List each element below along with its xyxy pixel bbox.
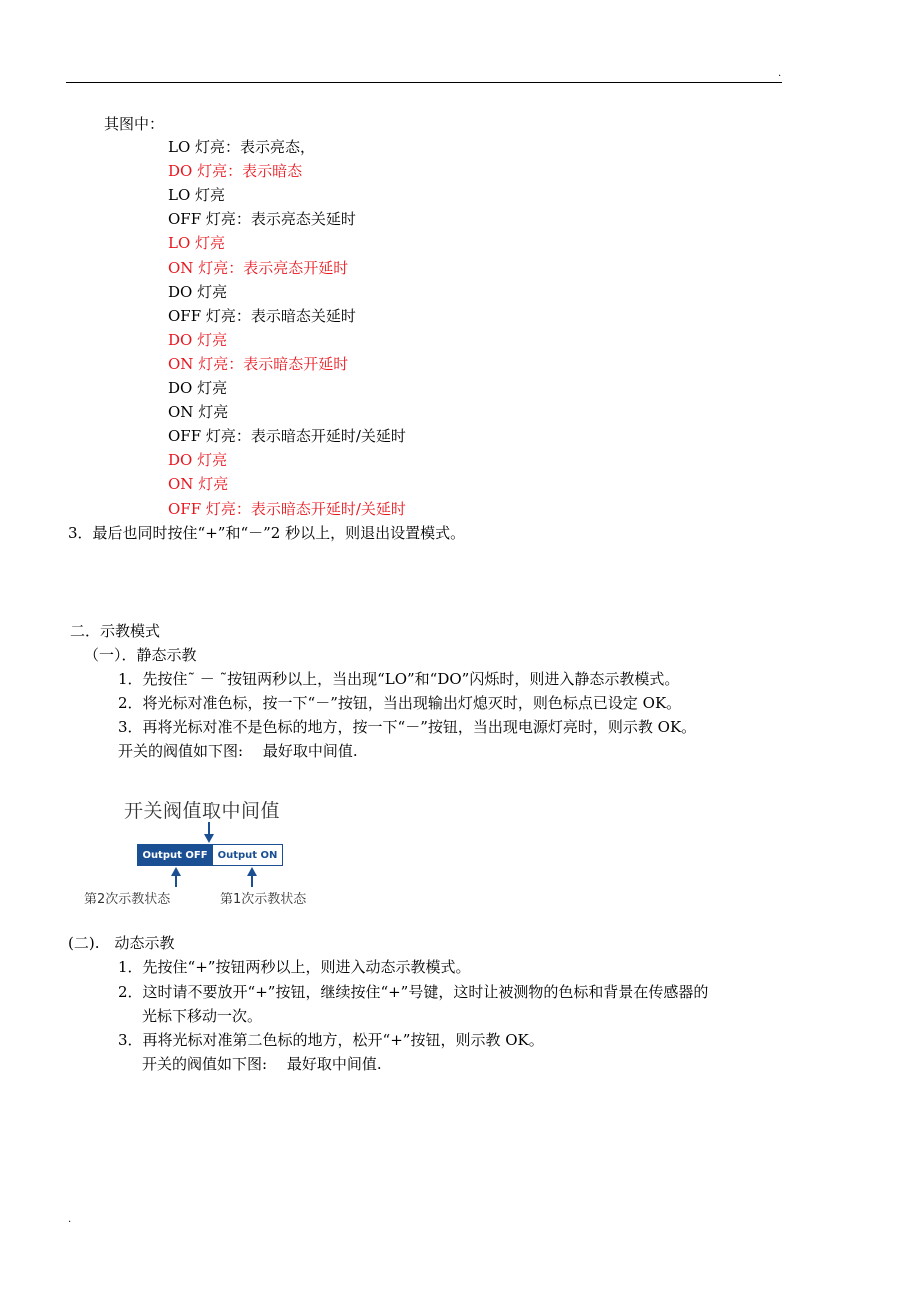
threshold-figure bbox=[80, 792, 340, 914]
static-step-3: 3．再将光标对准不是色标的地方，按一下“－”按钮，当出现电源灯亮时，则示教 OK。 bbox=[118, 718, 697, 736]
static-threshold-note: 开关的阀值如下图: 最好取中间值. bbox=[118, 742, 358, 760]
output-on-segment: Output ON bbox=[212, 845, 282, 865]
second-arrow-icon bbox=[170, 867, 182, 887]
figure-title: 开关阀值取中间值 bbox=[124, 800, 281, 822]
intro-text: 其图中： bbox=[104, 115, 165, 133]
legend-item: DO 灯亮：表示暗态 bbox=[168, 162, 303, 181]
dynamic-heading: (二). 动态示教 bbox=[68, 934, 175, 952]
dynamic-step-2-cont: 光标下移动一次。 bbox=[142, 1007, 263, 1025]
legend-item: ON 灯亮：表示暗态开延时 bbox=[168, 354, 349, 373]
legend-item: DO 灯亮 bbox=[168, 451, 228, 470]
legend-item: DO 灯亮 bbox=[168, 330, 228, 349]
dynamic-threshold-note: 开关的阀值如下图: 最好取中间值. bbox=[142, 1055, 382, 1073]
legend-item: OFF 灯亮：表示暗态开延时/关延时 bbox=[168, 427, 406, 446]
top-arrow-icon bbox=[203, 822, 215, 844]
legend-item: ON 灯亮 bbox=[168, 403, 229, 422]
section2-heading: 二．示教模式 bbox=[70, 622, 161, 640]
legend-item: LO 灯亮 bbox=[168, 186, 226, 205]
dynamic-step-2: 2．这时请不要放开“+”按钮，继续按住“+”号键，这时让被测物的色标和背景在传感器的 bbox=[118, 983, 709, 1001]
step3-text: 3．最后也同时按住“+”和“－”2 秒以上，则退出设置模式。 bbox=[68, 524, 466, 542]
static-step-1: 1．先按住˜ － ˜按钮两秒以上，当出现“LO”和“DO”闪烁时，则进入静态示教模式。 bbox=[118, 670, 680, 688]
legend-item: OFF 灯亮：表示暗态开延时/关延时 bbox=[168, 499, 406, 518]
legend-item: ON 灯亮 bbox=[168, 475, 229, 494]
header-rule bbox=[66, 82, 782, 83]
legend-item: LO 灯亮 bbox=[168, 234, 226, 253]
label-first-teach: 第1次示教状态 bbox=[220, 892, 307, 907]
output-off-segment: Output OFF bbox=[138, 845, 212, 865]
legend-item: OFF 灯亮：表示暗态关延时 bbox=[168, 306, 356, 325]
legend-item: DO 灯亮 bbox=[168, 379, 228, 397]
first-arrow-icon bbox=[246, 867, 258, 887]
dynamic-step-3: 3．再将光标对准第二色标的地方，松开“+”按钮，则示教 OK。 bbox=[118, 1031, 544, 1049]
static-heading: （一）．静态示教 bbox=[84, 646, 197, 664]
legend-item: OFF 灯亮：表示亮态关延时 bbox=[168, 210, 356, 229]
legend-item: DO 灯亮 bbox=[168, 282, 228, 301]
label-second-teach: 第2次示教状态 bbox=[84, 892, 171, 907]
legend-item: LO 灯亮：表示亮态， bbox=[168, 138, 316, 156]
output-bar bbox=[137, 844, 283, 866]
footer-dot: . bbox=[68, 1214, 72, 1225]
legend-item: ON 灯亮：表示亮态开延时 bbox=[168, 258, 349, 277]
header-dot: . bbox=[778, 68, 782, 79]
dynamic-step-1: 1．先按住“+”按钮两秒以上，则进入动态示教模式。 bbox=[118, 958, 471, 976]
static-step-2: 2．将光标对准色标，按一下“－”按钮，当出现输出灯熄灭时，则色标点已设定 OK。 bbox=[118, 694, 682, 712]
